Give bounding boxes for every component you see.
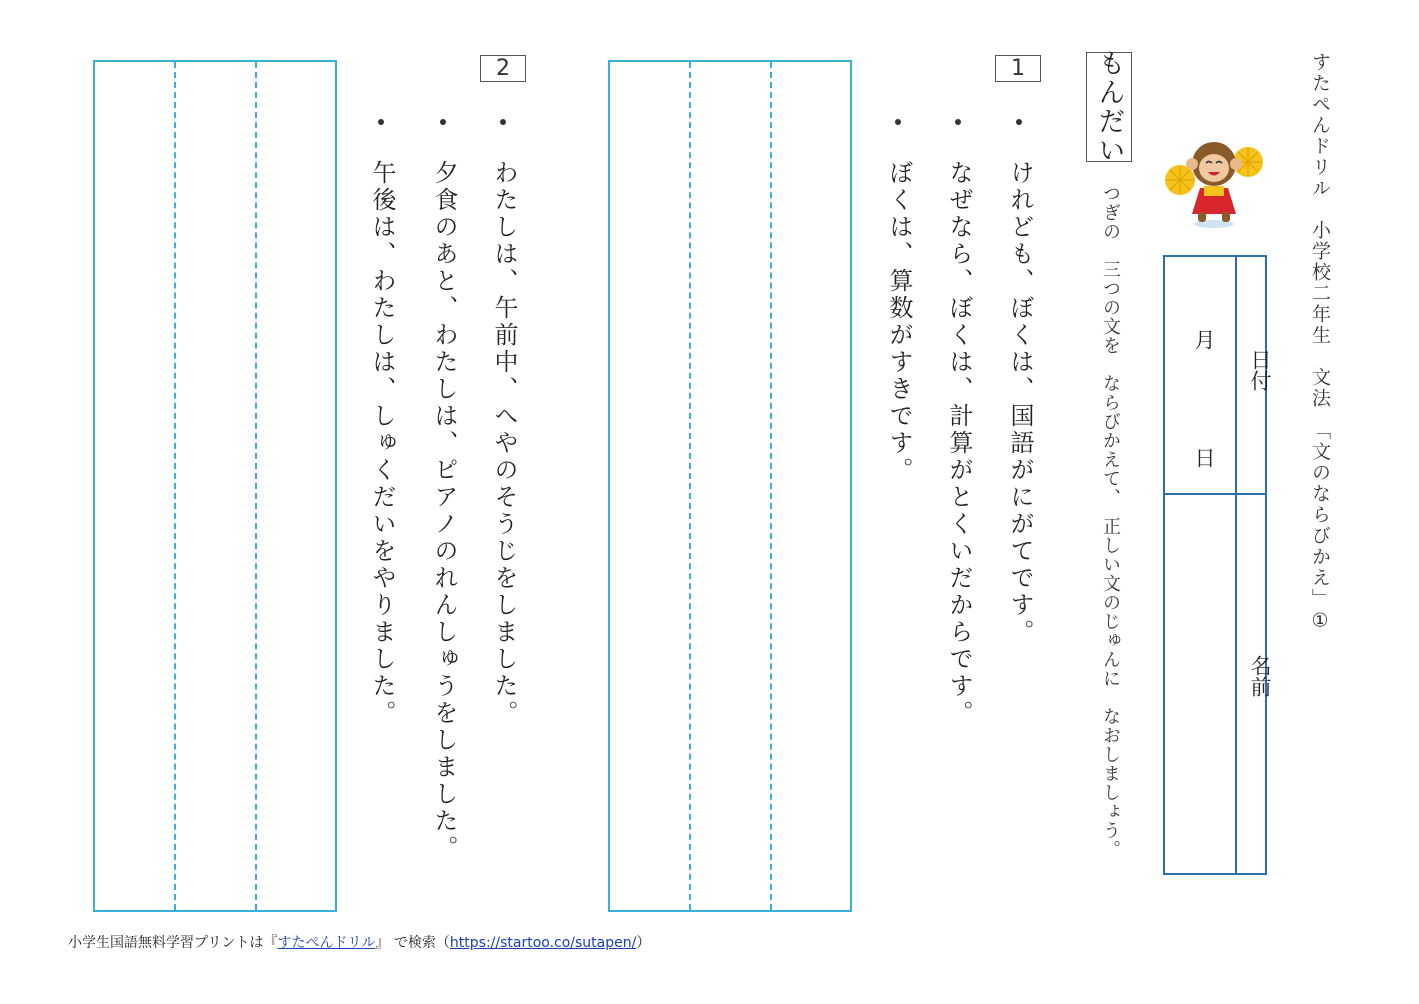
- problem-badge: [1086, 49, 1132, 165]
- name-input-area[interactable]: [1173, 507, 1227, 863]
- question-number-2: 2: [480, 55, 526, 82]
- answer-box-2[interactable]: [93, 60, 337, 912]
- footer-note: [68, 932, 650, 952]
- site-name-link[interactable]: すたぺんドリル: [277, 935, 376, 951]
- q2-sentence-2: 夕食のあと、わたしは、ピアノのれんしゅうをしました。: [430, 160, 458, 862]
- table-divider-horizontal: [1165, 493, 1265, 495]
- problem-instruction: つぎの 三つの文を ならびかえて、 正しい文のじゅんに なおしましょう。: [1100, 184, 1121, 859]
- q1-sentence-1: けれども、ぼくは、国語がにがてです。: [1006, 160, 1034, 646]
- footer-suffix: ）: [636, 935, 651, 951]
- cheerleader-monkey-illustration: [1160, 130, 1268, 234]
- month-label: 月: [1192, 329, 1216, 350]
- bullet-dot: [500, 119, 506, 125]
- worksheet-title: すたぺんドリル 小学校二年生 文法 「文のならびかえ」①: [1309, 52, 1331, 634]
- table-divider-vertical: [1235, 257, 1237, 873]
- answer-guide-line: [255, 62, 257, 910]
- problem-badge-label: もんだい: [1093, 49, 1125, 165]
- answer-guide-line: [689, 62, 691, 910]
- site-url-link[interactable]: https://startoo.co/sutapen/: [449, 935, 637, 951]
- answer-guide-line: [174, 62, 176, 910]
- date-label: 日付: [1248, 349, 1272, 391]
- footer-prefix: 小学生国語無料学習プリントは『: [68, 935, 278, 951]
- question-number-1: 1: [995, 55, 1041, 82]
- footer-middle: 』 で検索（: [375, 935, 450, 951]
- bullet-dot: [440, 119, 446, 125]
- answer-box-1[interactable]: [608, 60, 852, 912]
- day-label: 日: [1192, 447, 1216, 468]
- bullet-dot: [1016, 119, 1022, 125]
- bullet-dot: [378, 119, 384, 125]
- q2-sentence-3: 午後は、わたしは、しゅくだいをやりました。: [368, 160, 396, 727]
- name-label: 名前: [1248, 655, 1272, 697]
- q2-sentence-1: わたしは、午前中、へやのそうじをしました。: [490, 160, 518, 727]
- q1-sentence-3: ぼくは、算数がすきです。: [885, 160, 913, 484]
- date-name-table: [1163, 255, 1272, 875]
- q1-sentence-2: なぜなら、ぼくは、計算がとくいだからです。: [945, 160, 973, 727]
- date-input-area[interactable]: [1173, 387, 1227, 477]
- answer-guide-line: [770, 62, 772, 910]
- bullet-dot: [955, 119, 961, 125]
- bullet-dot: [895, 119, 901, 125]
